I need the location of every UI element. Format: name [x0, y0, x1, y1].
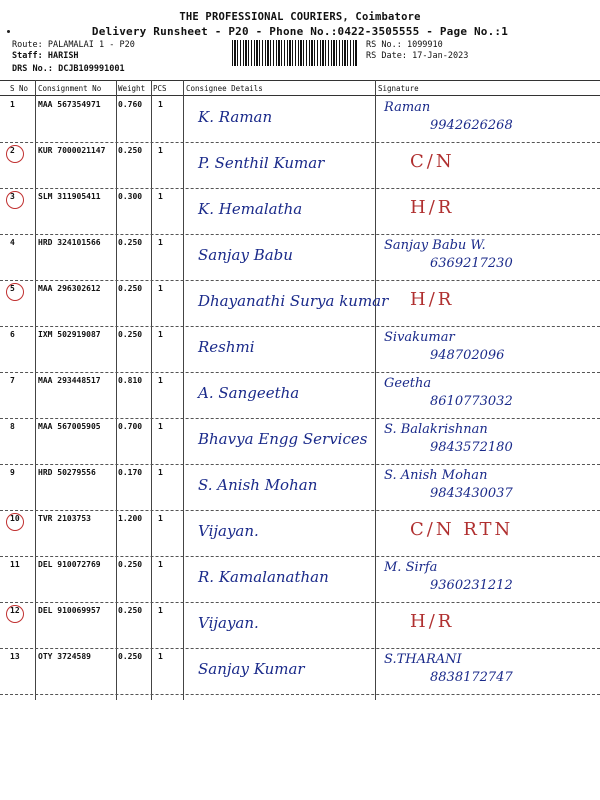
red-circle-mark	[6, 191, 24, 209]
consignee-name: K. Raman	[198, 108, 273, 126]
weight: 0.250	[118, 652, 143, 661]
signature-text: M. Sirfa	[384, 560, 438, 575]
consignee-name: Vijayan.	[198, 522, 259, 540]
table-header	[0, 80, 600, 96]
consignee-name: A. Sangeetha	[198, 384, 300, 402]
staff-line: Staff: HARISH	[12, 51, 79, 61]
signature-text: Raman	[384, 100, 431, 115]
table-row	[0, 602, 600, 649]
table-row	[0, 510, 600, 557]
rs-date-value: 17-Jan-2023	[412, 51, 469, 61]
company-title: THE PROFESSIONAL COURIERS, Coimbatore	[179, 11, 421, 23]
signature-text: Geetha	[384, 376, 432, 391]
weight: 0.810	[118, 376, 143, 385]
pcs: 1	[158, 330, 163, 339]
signature-text: Sivakumar	[384, 330, 455, 345]
signature-text: C/N	[410, 151, 455, 172]
consignment-no: HRD 50279556	[38, 468, 96, 477]
table-row	[0, 648, 600, 695]
consignee-name: Reshmi	[198, 338, 255, 356]
signature-phone: 9360231212	[430, 578, 513, 593]
table-row	[0, 556, 600, 603]
row-sno: 5	[10, 284, 15, 293]
runsheet-subtitle: Delivery Runsheet - P20 - Phone No.:0422-3505555 - Page No.:1	[91, 25, 509, 38]
red-circle-mark	[6, 283, 24, 301]
row-sno: 13	[10, 652, 20, 661]
signature-text: S.THARANI	[384, 652, 462, 667]
col-pcs: PCS	[153, 84, 167, 93]
pcs: 1	[158, 560, 163, 569]
pcs: 1	[158, 192, 163, 201]
consignee-name: Sanjay Babu	[198, 246, 293, 264]
pcs: 1	[158, 422, 163, 431]
weight: 0.250	[118, 330, 143, 339]
rs-no-value: 1099910	[406, 40, 443, 50]
weight: 0.760	[118, 100, 143, 109]
pcs: 1	[158, 146, 163, 155]
weight: 0.250	[118, 146, 143, 155]
signature-phone: 948702096	[430, 348, 505, 363]
row-sno: 3	[10, 192, 15, 201]
route-line: Route: PALAMALAI 1 - P20	[12, 40, 135, 50]
weight: 0.700	[118, 422, 143, 431]
consignment-no: MAA 293448517	[38, 376, 101, 385]
consignment-no: MAA 296302612	[38, 284, 101, 293]
weight: 0.250	[118, 606, 143, 615]
col-sno: S No	[10, 84, 29, 93]
col-consignment: Consignment No	[38, 84, 102, 93]
consignee-name: K. Hemalatha	[198, 200, 303, 218]
signature-text: C/N RTN	[410, 519, 514, 540]
signature-phone: 6369217230	[430, 256, 513, 271]
consignee-name: S. Anish Mohan	[198, 476, 318, 494]
pcs: 1	[158, 606, 163, 615]
pcs: 1	[158, 100, 163, 109]
row-sno: 1	[10, 100, 15, 109]
table-row	[0, 372, 600, 419]
signature-text: H/R	[410, 197, 455, 218]
weight: 0.250	[118, 284, 143, 293]
row-sno: 4	[10, 238, 15, 247]
table-row	[0, 142, 600, 189]
red-circle-mark	[6, 605, 24, 623]
consignment-no: KUR 7000021147	[38, 146, 106, 155]
weight: 0.170	[118, 468, 143, 477]
signature-phone: 8610773032	[430, 394, 513, 409]
row-sno: 7	[10, 376, 15, 385]
rs-date-line: RS Date: 17-Jan-2023	[366, 51, 469, 61]
consignment-no: HRD 324101566	[38, 238, 101, 247]
pcs: 1	[158, 238, 163, 247]
row-sno: 10	[10, 514, 20, 523]
drs-value: DCJB109991001	[58, 64, 125, 74]
signature-text: H/R	[410, 611, 455, 632]
table-row	[0, 418, 600, 465]
signature-phone: 8838172747	[430, 670, 513, 685]
route-value: PALAMALAI 1 - P20	[47, 40, 135, 50]
consignment-no: MAA 567005905	[38, 422, 101, 431]
signature-phone: 9843430037	[430, 486, 513, 501]
weight: 0.300	[118, 192, 143, 201]
table-row	[0, 326, 600, 373]
consignee-name: Vijayan.	[198, 614, 259, 632]
consignment-no: SLM 311905411	[38, 192, 101, 201]
table-row	[0, 96, 600, 143]
pcs: 1	[158, 284, 163, 293]
weight: 1.200	[118, 514, 143, 523]
signature-phone: 9843572180	[430, 440, 513, 455]
drs-line: DRS No.: DCJB109991001	[12, 64, 125, 74]
consignment-no: MAA 567354971	[38, 100, 101, 109]
row-sno: 2	[10, 146, 15, 155]
consignee-name: Sanjay Kumar	[198, 660, 305, 678]
weight: 0.250	[118, 560, 143, 569]
consignee-name: P. Senthil Kumar	[198, 154, 325, 172]
col-weight: Weight	[118, 84, 146, 93]
row-sno: 8	[10, 422, 15, 431]
table-row	[0, 464, 600, 511]
consignment-no: IXM 502919087	[38, 330, 101, 339]
table-row	[0, 188, 600, 235]
signature-phone: 9942626268	[430, 118, 513, 133]
red-circle-mark	[6, 145, 24, 163]
pcs: 1	[158, 468, 163, 477]
consignment-no: DEL 910069957	[38, 606, 101, 615]
consignee-name: R. Kamalanathan	[198, 568, 329, 586]
barcode	[232, 40, 358, 66]
consignee-name: Bhavya Engg Services	[198, 430, 368, 448]
consignee-name: Dhayanathi Surya kumar	[198, 292, 389, 310]
pcs: 1	[158, 652, 163, 661]
col-consignee: Consignee Details	[186, 84, 263, 93]
consignment-no: OTY 3724589	[38, 652, 91, 661]
consignment-no: DEL 910072769	[38, 560, 101, 569]
red-circle-mark	[6, 513, 24, 531]
table-row	[0, 280, 600, 327]
row-sno: 9	[10, 468, 15, 477]
pcs: 1	[158, 514, 163, 523]
row-sno: 6	[10, 330, 15, 339]
signature-text: H/R	[410, 289, 455, 310]
consignment-no: TVR 2103753	[38, 514, 91, 523]
signature-text: S. Balakrishnan	[384, 422, 488, 437]
pcs: 1	[158, 376, 163, 385]
staff-value: HARISH	[47, 51, 79, 61]
row-sno: 12	[10, 606, 20, 615]
col-signature: Signature	[378, 84, 419, 93]
signature-text: Sanjay Babu W.	[384, 238, 486, 253]
row-sno: 11	[10, 560, 20, 569]
weight: 0.250	[118, 238, 143, 247]
signature-text: S. Anish Mohan	[384, 468, 488, 483]
table-row	[0, 234, 600, 281]
rs-no-line: RS No.: 1099910	[366, 40, 443, 50]
